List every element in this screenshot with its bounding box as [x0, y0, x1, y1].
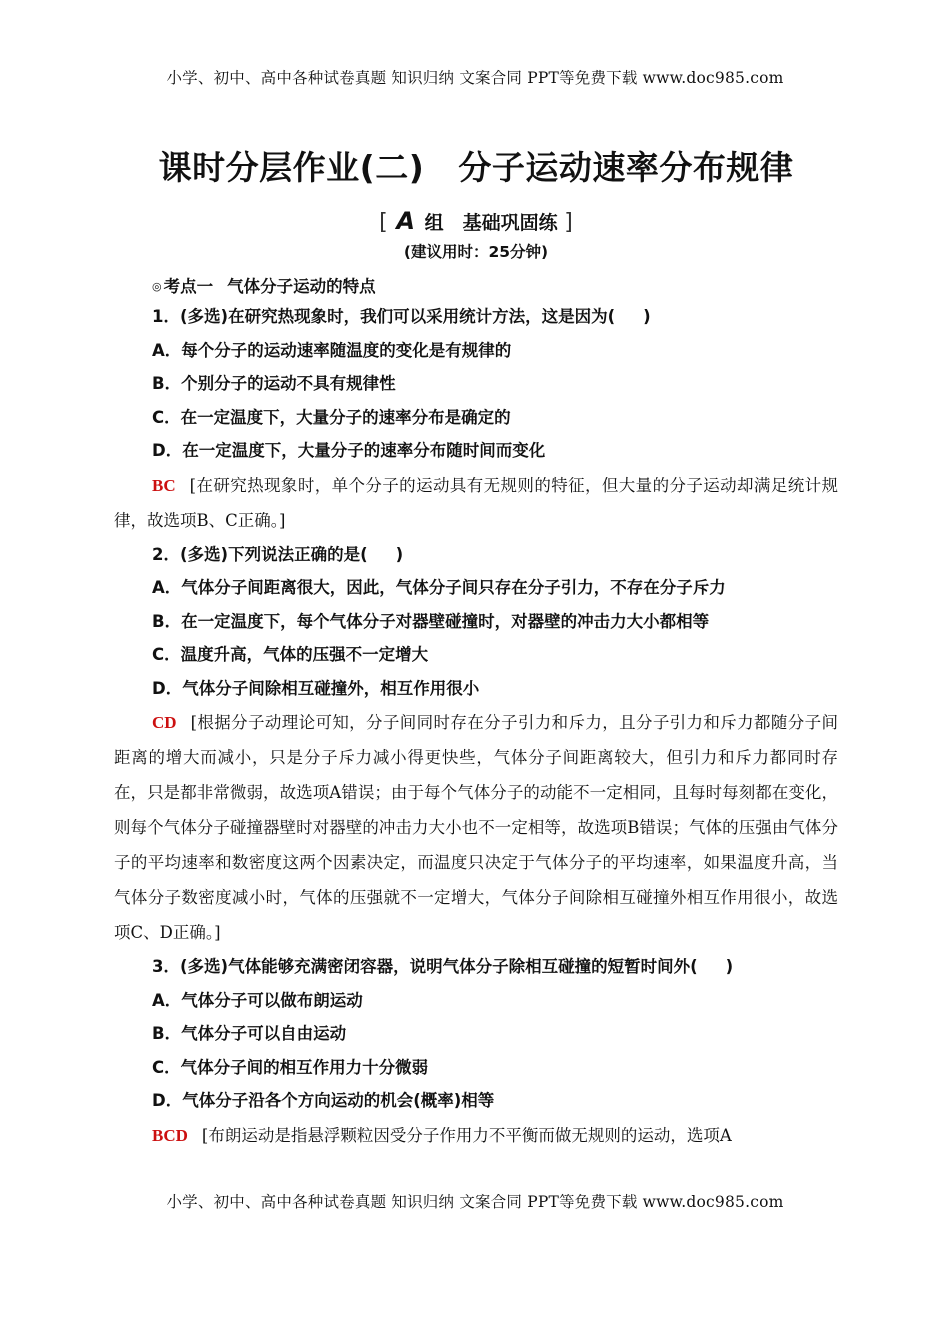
option-d: D．气体分子间除相互碰撞外，相互作用很小 [152, 678, 480, 698]
group-heading [114, 208, 838, 234]
option-a: A．每个分子的运动速率随温度的变化是有规律的 [152, 340, 512, 360]
option-c: C．气体分子间的相互作用力十分微弱 [152, 1057, 429, 1077]
explanation-text: [布朗运动是指悬浮颗粒因受分子作用力不平衡而做无规则的运动，选项A [201, 1125, 732, 1145]
question-stem: 2．(多选)下列说法正确的是( ) [152, 544, 404, 564]
answer-explanation [114, 1118, 838, 1153]
explanation-text: [在研究热现象时，单个分子的运动具有无规则的特征，但大量的分子运动却满足统计规律，故选项B、C正确。] [114, 475, 838, 530]
section-text: 气体分子运动的特点 [227, 277, 376, 296]
option-d: D．气体分子沿各个方向运动的机会(概率)相等 [152, 1091, 495, 1110]
title-part1: 课时分层作业(二) [158, 148, 425, 187]
answer-key: BCD [152, 1125, 188, 1145]
section-label: 考点一 [163, 277, 214, 296]
question-stem: 1．(多选)在研究热现象时，我们可以采用统计方法，这是因为( ) [152, 307, 651, 326]
option-b: B．气体分子可以自由运动 [152, 1024, 347, 1043]
answer-explanation [114, 468, 838, 538]
group-letter: A [396, 207, 415, 235]
bracket-left: [ [379, 210, 388, 235]
question-2 [114, 538, 838, 951]
time-hint: (建议用时：25分钟) [403, 243, 549, 261]
option-a: A．气体分子可以做布朗运动 [152, 990, 363, 1010]
answer-explanation [114, 705, 838, 950]
section-heading [152, 274, 838, 300]
question-3 [114, 950, 838, 1153]
option-b: B．在一定温度下，每个气体分子对器壁碰撞时，对器壁的冲击力大小都相等 [152, 611, 710, 631]
group-label: 组 基础巩固练 [424, 212, 558, 234]
answer-key: BC [152, 475, 176, 495]
title-part2: 分子运动速率分布规律 [458, 148, 794, 187]
option-d: D．在一定温度下，大量分子的速率分布随时间而变化 [152, 441, 546, 460]
option-c: C．温度升高，气体的压强不一定增大 [152, 645, 429, 664]
option-a: A．气体分子间距离很大，因此，气体分子间只存在分子引力，不存在分子斥力 [152, 578, 726, 597]
question-1 [114, 300, 838, 538]
question-stem: 3．(多选)气体能够充满密闭容器，说明气体分子除相互碰撞的短暂时间外( ) [152, 957, 734, 976]
option-b: B．个别分子的运动不具有规律性 [152, 374, 396, 393]
bracket-right: ] [564, 210, 573, 235]
document-body [114, 142, 838, 1153]
page-footer: 小学、初中、高中各种试卷真题 知识归纳 文案合同 PPT等免费下载 www.doc985.com [166, 1193, 784, 1211]
target-icon: ◎ [152, 280, 162, 293]
option-c: C．在一定温度下，大量分子的速率分布是确定的 [152, 407, 511, 427]
explanation-text: [根据分子动理论可知，分子间同时存在分子引力和斥力，且分子引力和斥力都随分子间距离的增大而减小，只是分子斥力减小得更快些，气体分子间距离较大，但引力和斥力都同时存在，只是都非常微弱，故选项A错误；由于每个气体分子的动能不一定相同，且每时每刻都在变化，则每个气体分子碰撞器壁时对器壁的冲击力大小也不一定相等，故选项B错误；气体的压强由气体分子的平均速率和数密度这两个因素决定，而温度只决定于气体分子的平均速率，如果温度升高，当气体分子数密度减小时，气体的压强就不一定增大，气体分子间除相互碰撞外相互作用很小，故选项C、D正确。] [114, 713, 838, 942]
page-title [114, 142, 838, 194]
answer-key: CD [152, 713, 177, 732]
page-header: 小学、初中、高中各种试卷真题 知识归纳 文案合同 PPT等免费下载 www.doc985.com [166, 69, 784, 87]
